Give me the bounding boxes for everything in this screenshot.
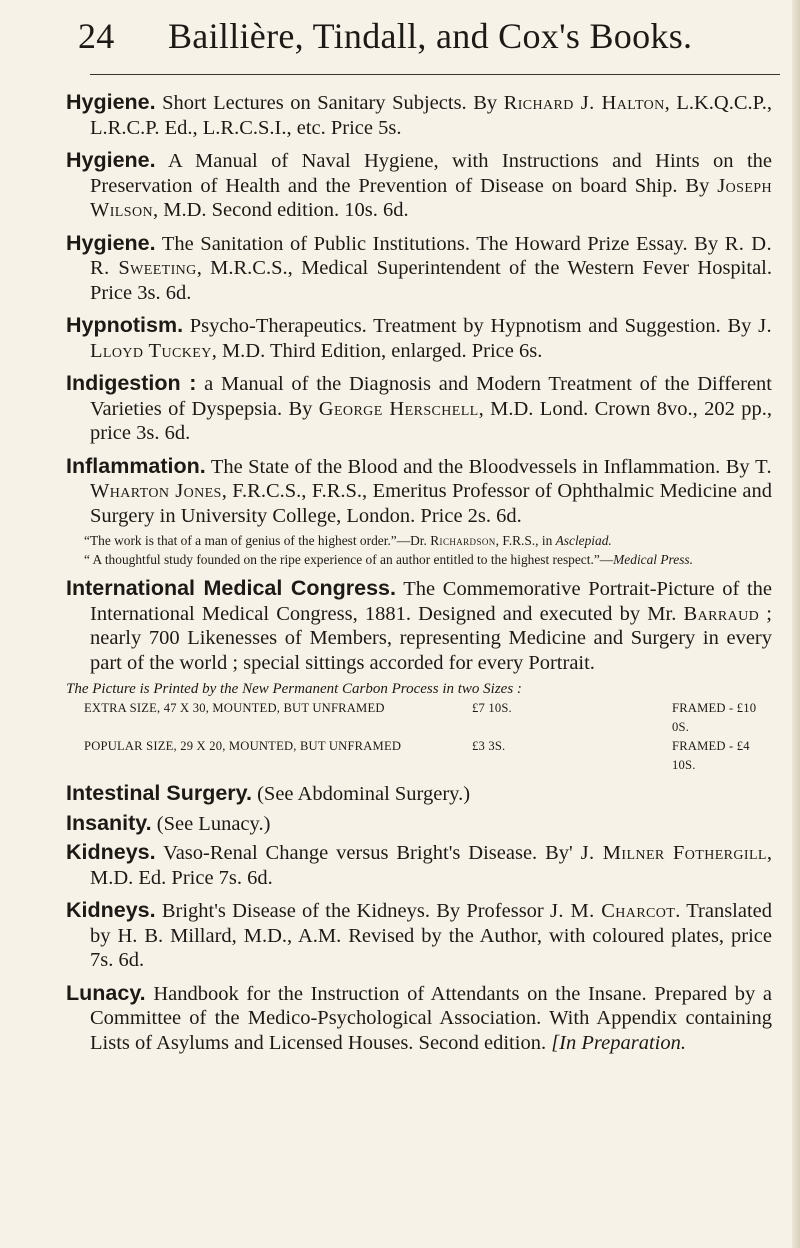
entry-keyword: International Medical Congress. [66,576,396,600]
entry-insanity [66,811,772,837]
entry-lunacy [66,981,772,1056]
entry-hygiene-naval [66,148,772,223]
entry-author: T. Wharton Jones [90,455,772,502]
entry-body: a Manual of the Diagnosis and Modern Treatment of the Different Varieties of Dyspepsia. By [90,373,773,420]
entry-author: J. Milner Fothergill [580,842,767,864]
entry-author: Joseph Wilson [90,174,772,221]
entry-tail: , M.R.C.S., Medical Superintendent of the Western Fever Hospital. Price 3s. 6d. [90,257,772,304]
entry-author: J. M. Charcot [549,900,676,922]
price-framed: FRAMED - £4 10S. [672,739,750,772]
entry-keyword: Hygiene. [66,148,156,172]
price-row [66,737,772,775]
entry-keyword: Kidneys. [66,898,156,922]
entry-hygiene-lectures [66,90,772,140]
entry-keyword: Insanity. [66,810,152,835]
review-quote [66,532,772,549]
quote-text: “The work is that of a man of genius of the highest order.”—Dr. [84,533,431,548]
entry-keyword: Hypnotism. [66,313,184,337]
entry-hypnotism [66,313,772,363]
entry-author: J. Lloyd Tuckey [90,315,772,362]
price-size: EXTRA SIZE, 47 X 30, MOUNTED, BUT UNFRAMED [84,701,385,715]
review-quote [66,551,772,568]
entry-author: George Herschell [318,397,479,420]
quote-author: Richardson [430,533,496,548]
price-unframed: £3 3S. [472,739,506,753]
price-size: POPULAR SIZE, 29 X 20, MOUNTED, BUT UNFRAMED [84,739,402,753]
entry-keyword: Lunacy. [66,980,146,1005]
catalogue-entries [66,90,772,1063]
entry-keyword: Inflammation. [66,453,206,478]
price-framed: FRAMED - £10 0S. [672,701,757,734]
entry-body: Vaso-Renal Change versus Bright's Disease. By' [163,842,581,864]
price-unframed: £7 10S. [472,701,512,715]
entry-keyword: Hygiene. [66,230,156,255]
entry-body: The State of the Blood and the Bloodvessels in Inflammation. By [210,455,756,478]
entry-intestinal-surgery [66,781,772,807]
entry-author: Richard J. Halton [503,92,665,114]
entry-body: The Sanitation of Public Institutions. The Howard Prize Essay. By [161,232,725,255]
running-head [78,14,778,58]
entry-status: [In Preparation. [551,1031,686,1054]
entry-kidneys-vaso-renal [66,840,772,890]
entry-tail: , M.D. Ed. Price 7s. 6d. [90,842,772,889]
entry-keyword: Kidneys. [66,840,156,864]
entry-tail: ; nearly 700 Likenesses of Members, representing Medicine and Surgery in every part of the world ; special sittings accorded for every Portrait. [90,602,772,674]
entry-keyword: Intestinal Surgery. [66,781,252,805]
publisher-title: Baillière, Tindall, and Cox's Books. [168,16,693,56]
entry-tail: , M.D. Second edition. 10s. 6d. [152,199,409,221]
entry-kidneys-brights [66,898,772,973]
entry-body: (See Abdominal Surgery.) [257,783,471,805]
quote-text: “ A thoughtful study founded on the ripe experience of an author entitled to the highest respect.”— [84,552,614,567]
entry-keyword: Indigestion : [66,371,197,395]
entry-author: Barraud [683,602,760,625]
price-list [66,699,772,775]
quote-source: Medical Press. [613,552,693,567]
congress-note: The Picture is Printed by the New Permanent Carbon Process in two Sizes : [66,681,522,697]
entry-congress [66,576,772,675]
entry-body: Bright's Disease of the Kidneys. By Professor [161,900,550,922]
quote-tail: , F.R.S., in [495,533,556,548]
entry-indigestion [66,371,772,446]
entry-tail: . Translated by H. B. Millard, M.D., A.M. Revised by the Author, with coloured plates, price 7s. 6d. [90,900,773,971]
entry-tail: , M.D. Third Edition, enlarged. Price 6s. [211,339,543,362]
entry-body: Short Lectures on Sanitary Subjects. By [162,92,504,114]
entry-tail: , F.R.C.S., F.R.S., Emeritus Professor of Ophthalmic Medicine and Surgery in University College, London. Price 2s. 6d. [90,480,772,527]
entry-hygiene-sanitation [66,231,772,306]
entry-tail: , L.K.Q.C.P., L.R.C.P. Ed., L.R.C.S.I., etc. Price 5s. [90,92,773,139]
entry-author: R. D. R. Sweeting [90,232,772,279]
price-row [66,699,772,737]
entry-body: (See Lunacy.) [156,812,271,835]
entry-keyword: Hygiene. [66,90,156,114]
entry-tail: , M.D. Lond. Crown 8vo., 202 pp., price 3s. 6d. [90,397,773,444]
header-rule [90,74,780,75]
entry-body: The Commemorative Portrait-Picture of the International Medical Congress, 1881. Designed and executed by Mr. [90,578,772,625]
entry-body: Handbook for the Instruction of Attendants on the Insane. Prepared by a Committee of the Medico-Psychological Association. With Appendix containing Lists of Asylums and Licensed Houses. Second edition. [90,982,772,1054]
quote-source: Asclepiad. [555,533,612,548]
page-edge [792,0,800,1248]
entry-inflammation [66,454,772,529]
entry-body: Psycho-Therapeutics. Treatment by Hypnotism and Suggestion. By [189,315,759,337]
page-number: 24 [78,16,115,56]
entry-body: A Manual of Naval Hygiene, with Instructions and Hints on the Preservation of Health and the Prevention of Disease on board Ship. By [90,150,772,197]
